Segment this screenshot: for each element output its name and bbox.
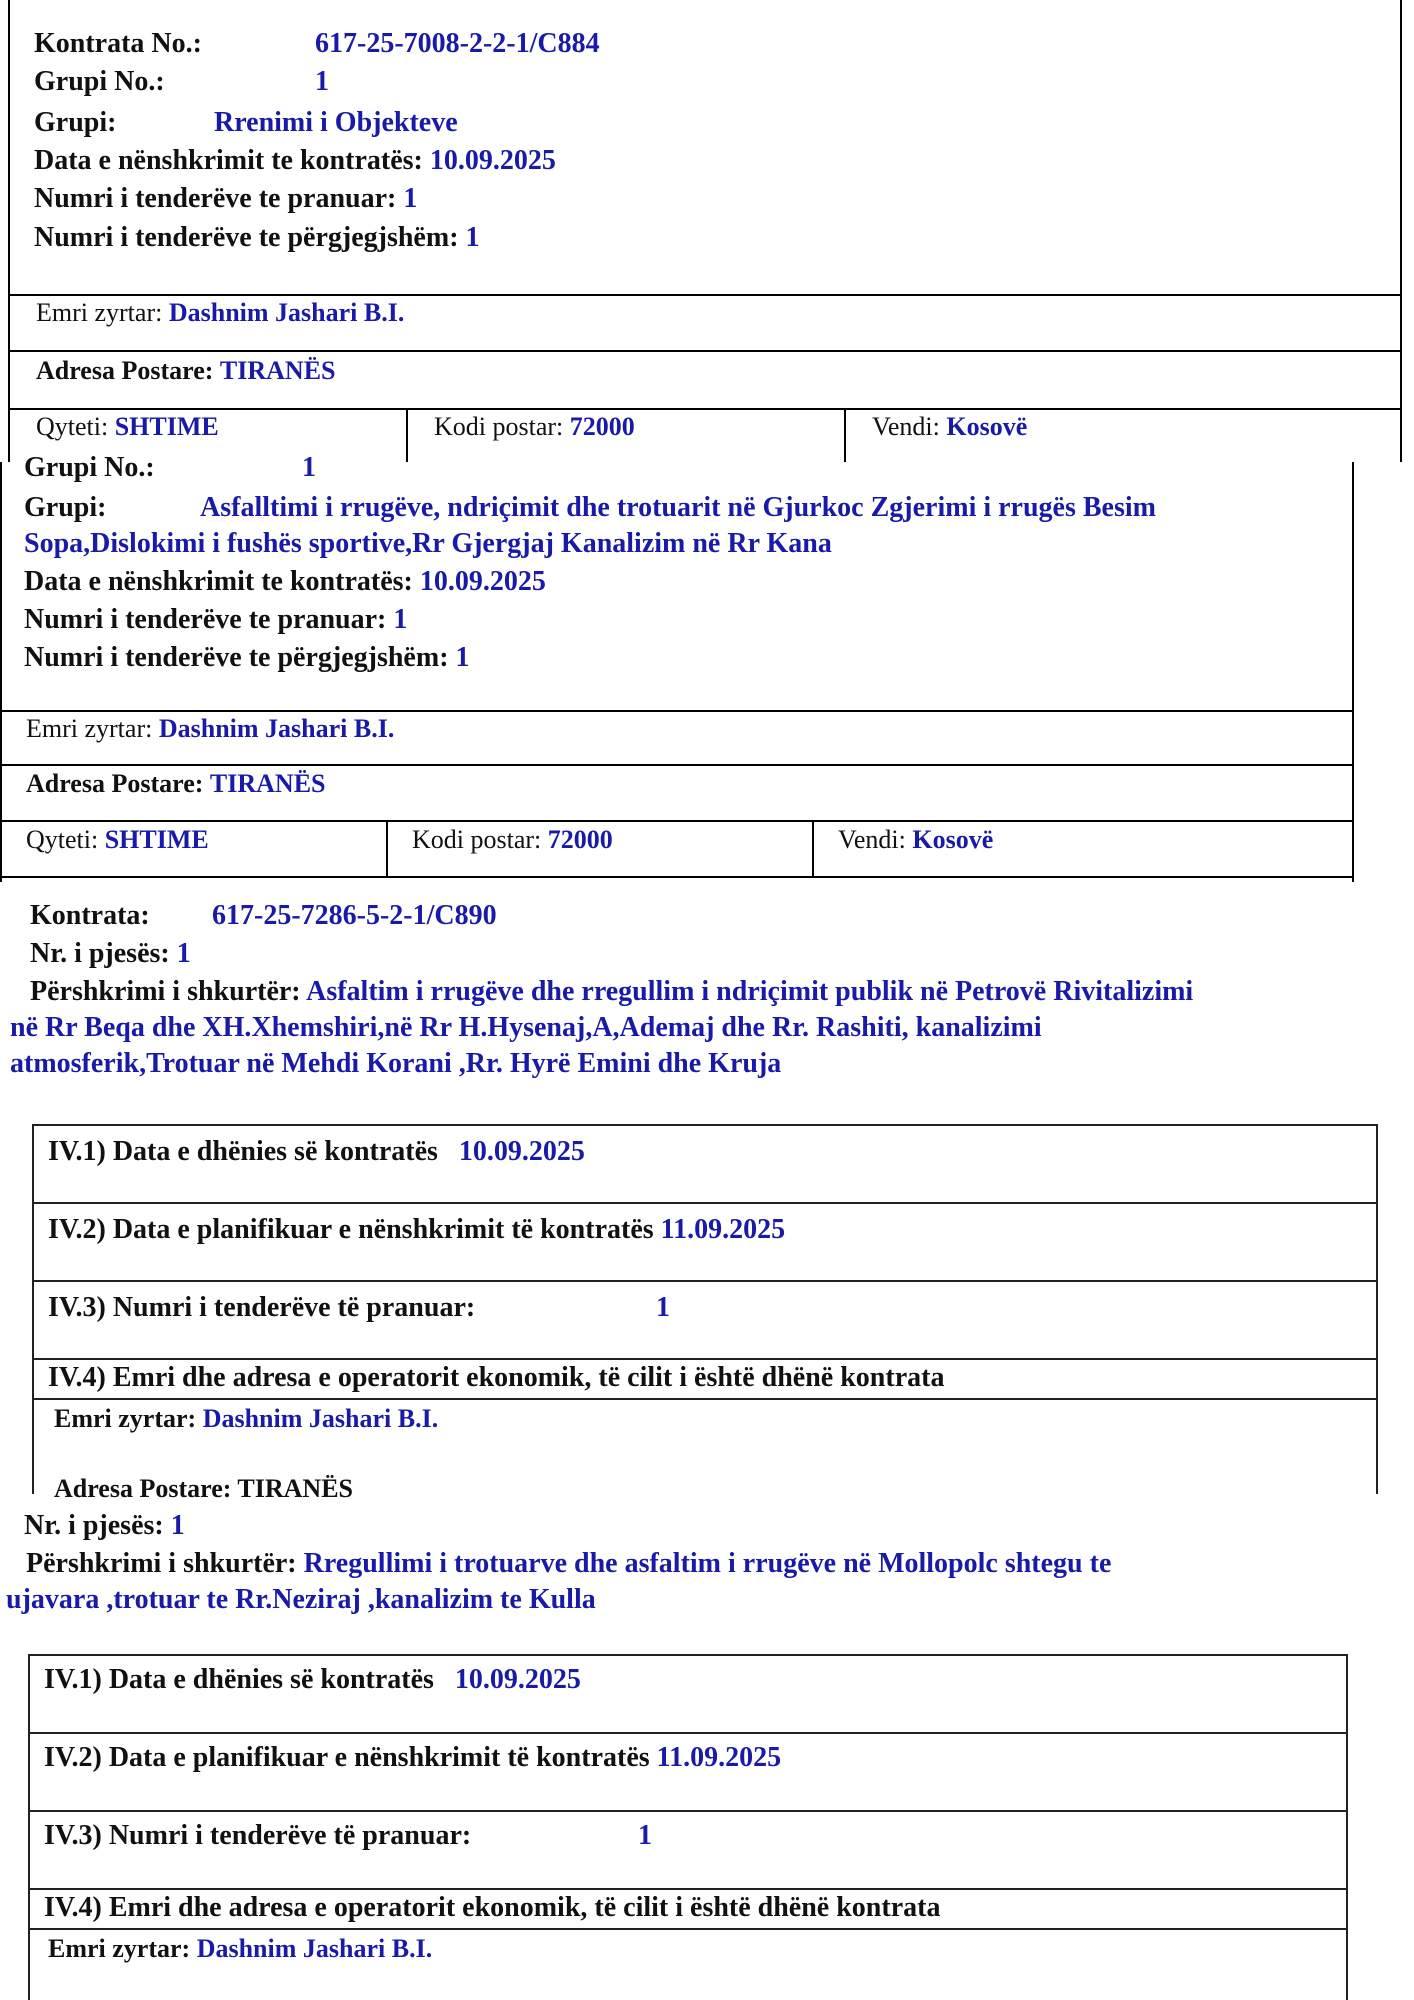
sign-date-label: Data e nënshkrimit te kontratës: xyxy=(34,145,423,176)
description-value-line-1: Rregullimi i trotuarve dhe asfaltim i rrugëve në Mollopolc shtegu te xyxy=(303,1548,1112,1579)
city-value: SHTIME xyxy=(114,412,219,441)
group-no-label: Grupi No.: xyxy=(24,452,155,483)
group-label: Grupi: xyxy=(24,492,107,523)
contract-label: Kontrata No.: xyxy=(34,28,202,59)
postal-code-value: 72000 xyxy=(547,825,613,854)
country-value: Kosovë xyxy=(912,825,994,854)
iv4-label: IV.4) Emri dhe adresa e operatorit ekonomik, të cilit i është dhënë kontrata xyxy=(48,1362,945,1393)
accepted-tenders-label: Numri i tenderëve te pranuar: xyxy=(34,183,397,214)
accepted-tenders-label: Numri i tenderëve te pranuar: xyxy=(24,604,387,635)
iv3-row xyxy=(32,1280,1378,1360)
iv2-label: IV.2) Data e planifikuar e nënshkrimit të kontratës xyxy=(48,1214,654,1245)
accepted-tenders-value: 1 xyxy=(403,183,418,214)
responsive-tenders-value: 1 xyxy=(455,642,470,673)
official-name-value: Dashnim Jashari B.I. xyxy=(168,298,405,327)
city-label: Qyteti: xyxy=(26,825,99,854)
group-value-line-2: Sopa,Dislokimi i fushës sportive,Rr Gjergjaj Kanalizim në Rr Kana xyxy=(24,528,832,559)
responsive-tenders-label: Numri i tenderëve te përgjegjshëm: xyxy=(34,222,459,253)
description-value-line-1: Asfaltim i rrugëve dhe rregullim i ndriçimit publik në Petrovë Rivitalizimi xyxy=(306,976,1194,1007)
contract-label: Kontrata: xyxy=(30,900,150,931)
iv2-row xyxy=(32,1202,1378,1282)
official-name-label: Emri zyrtar: xyxy=(48,1934,191,1963)
postal-code-label: Kodi postar: xyxy=(412,825,542,854)
group-no-label: Grupi No.: xyxy=(34,66,165,97)
postal-address-label: Adresa Postare: xyxy=(36,356,214,385)
group-value: Rrenimi i Objekteve xyxy=(214,107,458,138)
official-name-label: Emri zyrtar: xyxy=(54,1404,197,1433)
iv4-label: IV.4) Emri dhe adresa e operatorit ekonomik, të cilit i është dhënë kontrata xyxy=(44,1892,941,1923)
group-label: Grupi: xyxy=(34,107,117,138)
group-no-value: 1 xyxy=(302,452,316,483)
iv2-label: IV.2) Data e planifikuar e nënshkrimit të kontratës xyxy=(44,1742,650,1773)
official-name-row xyxy=(28,1928,1348,2000)
part-value: 1 xyxy=(176,938,191,969)
official-name-value: Dashnim Jashari B.I. xyxy=(158,714,395,743)
accepted-tenders-value: 1 xyxy=(393,604,408,635)
group-value-line-1: Asfalltimi i rrugëve, ndriçimit dhe trotuarit në Gjurkoc Zgjerimi i rrugës Besim xyxy=(200,492,1156,523)
sign-date-value: 10.09.2025 xyxy=(429,145,556,176)
iv1-value: 10.09.2025 xyxy=(454,1664,581,1695)
iv3-label: IV.3) Numri i tenderëve të pranuar: xyxy=(48,1292,476,1323)
section-4 xyxy=(0,1494,1414,2000)
iv3-value: 1 xyxy=(638,1820,652,1851)
postal-address-value: TIRANËS xyxy=(219,356,336,385)
country-label: Vendi: xyxy=(872,412,940,441)
city-value: SHTIME xyxy=(104,825,209,854)
official-name-label: Emri zyrtar: xyxy=(36,298,163,327)
iv3-row xyxy=(28,1810,1348,1890)
official-name-value: Dashnim Jashari B.I. xyxy=(196,1934,433,1963)
postal-code-value: 72000 xyxy=(569,412,635,441)
sign-date-label: Data e nënshkrimit te kontratës: xyxy=(24,566,413,597)
description-value-line-2: ujavara ,trotuar te Rr.Neziraj ,kanalizim te Kulla xyxy=(6,1584,596,1615)
responsive-tenders-label: Numri i tenderëve te përgjegjshëm: xyxy=(24,642,449,673)
country-value: Kosovë xyxy=(946,412,1028,441)
description-value-line-2: në Rr Beqa dhe XH.Xhemshiri,në Rr H.Hysenaj,A,Ademaj dhe Rr. Rashiti, kanalizimi xyxy=(10,1012,1042,1043)
contract-value: 617-25-7008-2-2-1/C884 xyxy=(315,28,600,59)
section-3 xyxy=(0,882,1414,1503)
official-name-value: Dashnim Jashari B.I. xyxy=(202,1404,439,1433)
iv2-value: 11.09.2025 xyxy=(656,1742,782,1773)
iv1-row xyxy=(28,1654,1348,1734)
part-label: Nr. i pjesës: xyxy=(24,1510,164,1541)
section-2 xyxy=(0,452,1414,882)
sign-date-value: 10.09.2025 xyxy=(419,566,546,597)
postal-address-label: Adresa Postare: xyxy=(26,769,204,798)
iv1-row xyxy=(32,1124,1378,1204)
part-label: Nr. i pjesës: xyxy=(30,938,170,969)
official-name-label: Emri zyrtar: xyxy=(26,714,153,743)
postal-code-label: Kodi postar: xyxy=(434,412,564,441)
iv4-row xyxy=(32,1358,1378,1400)
section-1 xyxy=(0,0,1414,462)
official-name-row xyxy=(32,1398,1378,1503)
part-value: 1 xyxy=(170,1510,185,1541)
iv2-value: 11.09.2025 xyxy=(660,1214,786,1245)
group-no-value: 1 xyxy=(315,66,329,97)
iv1-label: IV.1) Data e dhënies së kontratës xyxy=(44,1664,434,1695)
iv1-label: IV.1) Data e dhënies së kontratës xyxy=(48,1136,438,1167)
description-label: Përshkrimi i shkurtër: xyxy=(30,976,301,1007)
responsive-tenders-value: 1 xyxy=(465,222,480,253)
country-label: Vendi: xyxy=(838,825,906,854)
postal-address-cut: Adresa Postare: TIRANËS xyxy=(54,1474,354,1503)
description-label: Përshkrimi i shkurtër: xyxy=(26,1548,297,1579)
city-label: Qyteti: xyxy=(36,412,109,441)
cut-off-line xyxy=(54,1474,354,1503)
postal-address-value: TIRANËS xyxy=(209,769,326,798)
iv2-row xyxy=(28,1732,1348,1812)
iv1-value: 10.09.2025 xyxy=(458,1136,585,1167)
contract-value: 617-25-7286-5-2-1/C890 xyxy=(212,900,497,931)
iv3-value: 1 xyxy=(656,1292,670,1323)
iv3-label: IV.3) Numri i tenderëve të pranuar: xyxy=(44,1820,472,1851)
iv4-row xyxy=(28,1888,1348,1930)
description-value-line-3: atmosferik,Trotuar në Mehdi Korani ,Rr. Hyrë Emini dhe Kruja xyxy=(10,1048,782,1079)
